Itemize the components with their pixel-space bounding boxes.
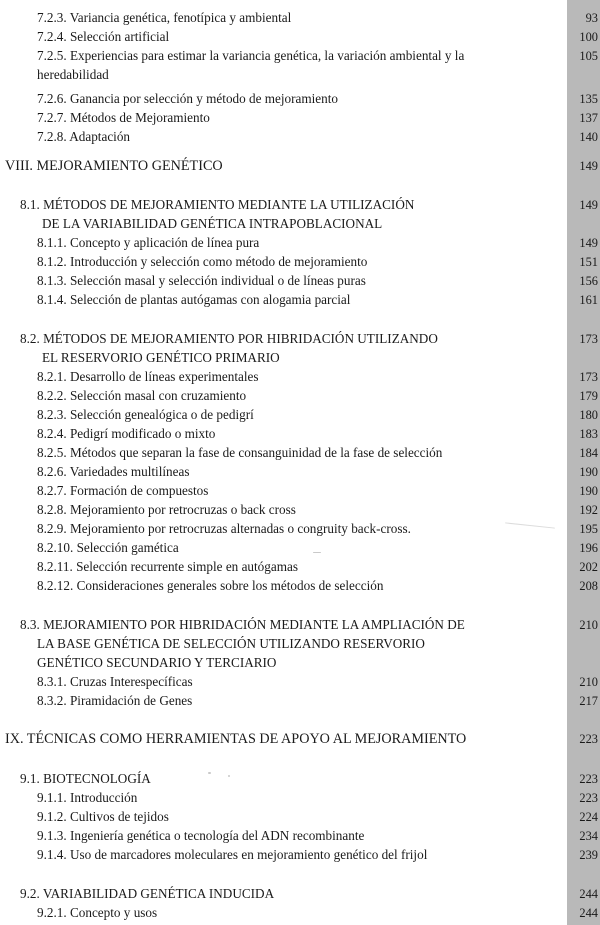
toc-entry-title: 8.2. MÉTODOS DE MEJORAMIENTO POR HIBRIDACIÓN UTILIZANDO [20, 331, 438, 346]
toc-page-number: 140 [579, 130, 598, 144]
toc-entry-title: 9.1.1. Introducción [37, 790, 138, 805]
toc-entry-title: 7.2.8. Adaptación [37, 129, 131, 144]
toc-entry-title: LA BASE GENÉTICA DE SELECCIÓN UTILIZANDO RESERVORIO [37, 636, 425, 651]
toc-entry [0, 272, 600, 290]
toc-entry [0, 368, 600, 386]
toc-page-number: 202 [579, 560, 598, 574]
toc-entry-title: 9.1.3. Ingeniería genética o tecnología del ADN recombinante [37, 828, 365, 843]
toc-entry [0, 406, 600, 424]
toc-entry [0, 904, 600, 922]
toc-entry-title: 9.1. BIOTECNOLOGÍA [20, 771, 151, 786]
toc-chapter-entry [0, 157, 600, 175]
toc-page-number: 190 [579, 465, 598, 479]
toc-entry-title: 7.2.5. Experiencias para estimar la variancia genética, la variación ambiental y la [37, 48, 465, 63]
scan-speck [208, 772, 211, 774]
toc-page-number: 223 [579, 732, 598, 746]
toc-page-number: 151 [579, 255, 598, 269]
toc-entry [0, 463, 600, 481]
toc-entry [0, 827, 600, 845]
toc-entry [0, 558, 600, 576]
toc-entry [0, 387, 600, 405]
toc-page-number: 149 [579, 159, 598, 173]
toc-entry-title: 8.2.1. Desarrollo de líneas experimentales [37, 369, 259, 384]
toc-entry-title: 9.1.2. Cultivos de tejidos [37, 809, 169, 824]
toc-entry [0, 253, 600, 271]
toc-entry-title: 8.1.1. Concepto y aplicación de línea pura [37, 235, 260, 250]
toc-entry [0, 673, 600, 691]
toc-entry [0, 234, 600, 252]
toc-entry [0, 808, 600, 826]
toc-entry [0, 482, 600, 500]
toc-page-number: 149 [579, 236, 598, 250]
toc-entry [0, 539, 600, 557]
toc-entry-title: EL RESERVORIO GENÉTICO PRIMARIO [42, 350, 280, 365]
toc-page-number: 223 [579, 791, 598, 805]
toc-page-number: 244 [579, 906, 598, 920]
toc-entry-title: 7.2.6. Ganancia por selección y método de mejoramiento [37, 91, 339, 106]
toc-entry-title: 8.3.1. Cruzas Interespecíficas [37, 674, 193, 689]
toc-page-number: 192 [579, 503, 598, 517]
toc-entry [0, 9, 600, 27]
toc-entry-title: 8.1.4. Selección de plantas autógamas con alogamia parcial [37, 292, 351, 307]
toc-entry-title: GENÉTICO SECUNDARIO Y TERCIARIO [37, 655, 277, 670]
toc-section-entry [0, 770, 600, 788]
toc-page-number: 100 [579, 30, 598, 44]
toc-entry-title: 9.1.4. Uso de marcadores moleculares en mejoramiento genético del frijol [37, 847, 428, 862]
toc-page-number: 223 [579, 772, 598, 786]
toc-page-number: 244 [579, 887, 598, 901]
toc-entry-title: DE LA VARIABILIDAD GENÉTICA INTRAPOBLACIONAL [42, 216, 383, 231]
toc-page-number: 149 [579, 198, 598, 212]
toc-entry-title: 8.3. MEJORAMIENTO POR HIBRIDACIÓN MEDIANTE LA AMPLIACIÓN DE [20, 617, 465, 632]
toc-entry [0, 846, 600, 864]
toc-entry [0, 28, 600, 46]
toc-entry-title: 8.2.10. Selección gamética [37, 540, 179, 555]
toc-page-number: 217 [579, 694, 598, 708]
toc-entry-title: 8.2.12. Consideraciones generales sobre los métodos de selección [37, 578, 384, 593]
toc-entry-title: 8.1.3. Selección masal y selección individual o de líneas puras [37, 273, 366, 288]
toc-page-number: 224 [579, 810, 598, 824]
toc-entry-title: 9.2.1. Concepto y usos [37, 905, 158, 920]
toc-entry-title: VIII. MEJORAMIENTO GENÉTICO [5, 158, 223, 174]
toc-entry [0, 425, 600, 443]
toc-section-entry [0, 885, 600, 903]
toc-entry-title: 8.2.3. Selección genealógica o de pedigrí [37, 407, 254, 422]
toc-entry [0, 291, 600, 309]
toc-page-number: 173 [579, 370, 598, 384]
toc-page-number: 195 [579, 522, 598, 536]
toc-entry-title: 8.2.11. Selección recurrente simple en autógamas [37, 559, 298, 574]
toc-entry [0, 128, 600, 146]
toc-entry [0, 66, 600, 84]
toc-entry-title: 8.2.7. Formación de compuestos [37, 483, 209, 498]
toc-section-entry [0, 654, 600, 672]
toc-entry-title: 8.2.9. Mejoramiento por retrocruzas alternadas o congruity back-cross. [37, 521, 411, 536]
toc-page-number: 196 [579, 541, 598, 555]
toc-entry [0, 109, 600, 127]
toc-entry-title: 8.2.4. Pedigrí modificado o mixto [37, 426, 216, 441]
toc-entry-title: 8.2.8. Mejoramiento por retrocruzas o back cross [37, 502, 296, 517]
toc-entry-title: 8.1.2. Introducción y selección como método de mejoramiento [37, 254, 368, 269]
toc-page-number: 93 [585, 11, 598, 25]
toc-page-number: 179 [579, 389, 598, 403]
toc-page-number: 135 [579, 92, 598, 106]
toc-entry-title: IX. TÉCNICAS COMO HERRAMIENTAS DE APOYO AL MEJORAMIENTO [5, 731, 467, 747]
toc-entry [0, 789, 600, 807]
toc-page-number: 234 [579, 829, 598, 843]
toc-entry [0, 90, 600, 108]
toc-entry-title: 8.2.2. Selección masal con cruzamiento [37, 388, 247, 403]
toc-section-entry [0, 616, 600, 634]
toc-entry-title: 7.2.7. Métodos de Mejoramiento [37, 110, 210, 125]
toc-section-entry [0, 196, 600, 214]
toc-page-number: 183 [579, 427, 598, 441]
toc-page-number: 190 [579, 484, 598, 498]
toc-section-entry [0, 635, 600, 653]
toc-entry-title: 8.1. MÉTODOS DE MEJORAMIENTO MEDIANTE LA UTILIZACIÓN [20, 197, 415, 212]
toc-page-number: 161 [579, 293, 598, 307]
toc-chapter-entry [0, 730, 600, 748]
toc-page-number: 184 [579, 446, 598, 460]
scan-speck [313, 552, 321, 553]
toc-entry [0, 47, 600, 65]
toc-page-number: 210 [579, 675, 598, 689]
toc-page-number: 105 [579, 49, 598, 63]
toc-entry [0, 692, 600, 710]
toc-page-number: 137 [579, 111, 598, 125]
toc-page-number: 208 [579, 579, 598, 593]
toc-entry-title: 8.2.5. Métodos que separan la fase de consanguinidad de la fase de selección [37, 445, 443, 460]
toc-section-entry [0, 215, 600, 233]
scan-speck [228, 775, 230, 777]
toc-entry [0, 577, 600, 595]
toc-entry [0, 501, 600, 519]
toc-page-number: 156 [579, 274, 598, 288]
toc-page-number: 173 [579, 332, 598, 346]
toc-page-number: 180 [579, 408, 598, 422]
toc-page-number: 210 [579, 618, 598, 632]
toc-entry-title: 8.2.6. Variedades multilíneas [37, 464, 190, 479]
toc-entry [0, 444, 600, 462]
toc-page-number: 239 [579, 848, 598, 862]
toc-section-entry [0, 349, 600, 367]
toc-entry-title: 7.2.4. Selección artificial [37, 29, 170, 44]
toc-entry-title: 7.2.3. Variancia genética, fenotípica y ambiental [37, 10, 292, 25]
toc-section-entry [0, 330, 600, 348]
toc-entry-title: 8.3.2. Piramidación de Genes [37, 693, 193, 708]
toc-entry-title: heredabilidad [37, 67, 109, 82]
toc-entry-title: 9.2. VARIABILIDAD GENÉTICA INDUCIDA [20, 886, 275, 901]
